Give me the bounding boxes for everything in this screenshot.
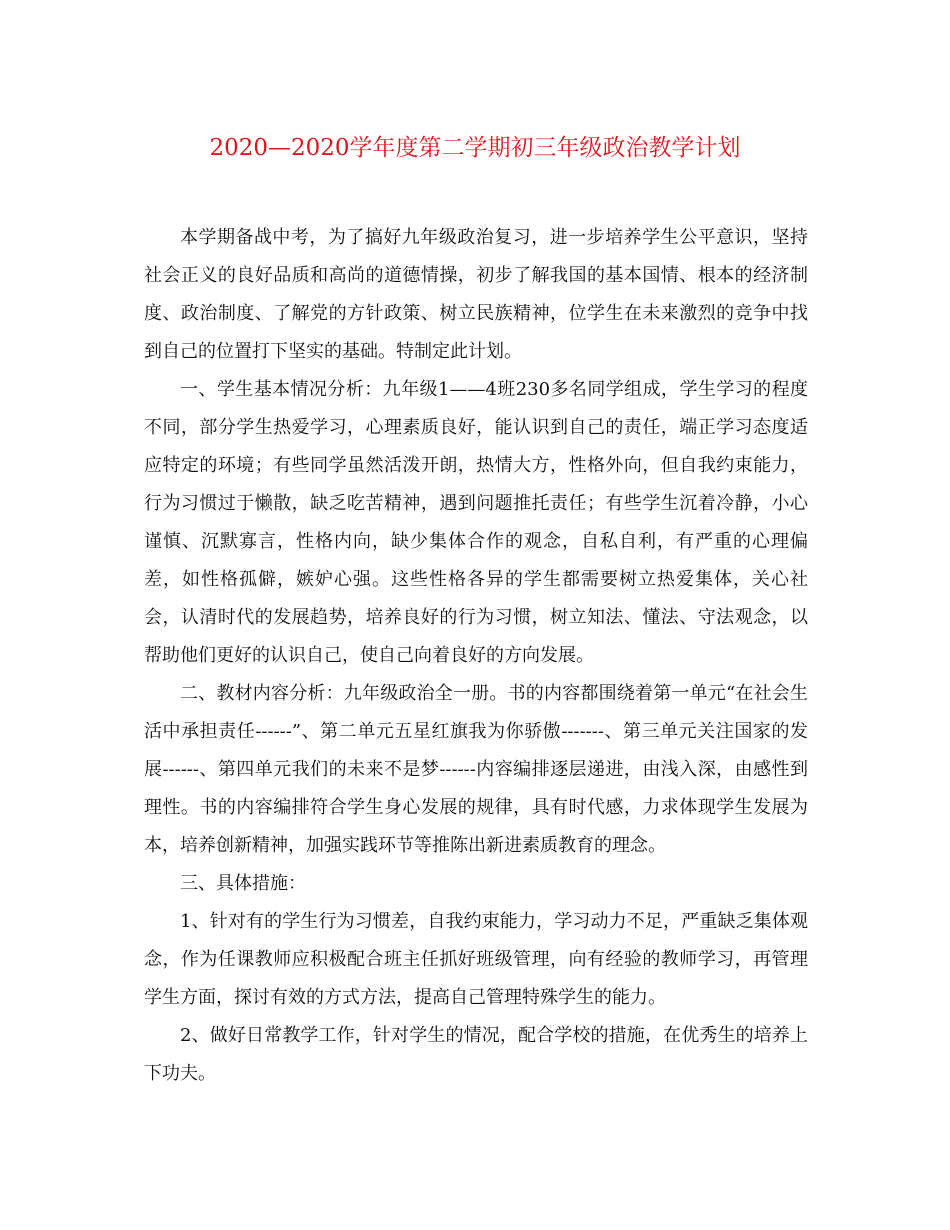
document-title: 2020—2020学年度第二学期初三年级政治教学计划 [209, 135, 741, 161]
paragraph-textbook-analysis: 二、教材内容分析：九年级政治全一册。书的内容都围绕着第一单元“在社会生活中承担责任------”、第二单元五星红旗我为你骄傲-------、第三单元关注国家的发展------、第四单元我们的未来不是梦------内容编排逐层递进，由浅入深，由感性到理性。书的内容编排符合学生身心发展的规律，具有时代感，力求体现学生发展为本，培养创新精神，加强实践环节等推陈出新进素质教育的理念。 [144, 683, 808, 856]
paragraph-intro: 本学期备战中考，为了搞好九年级政治复习，进一步培养学生公平意识，坚持社会正义的良好品质和高尚的道德情操，初步了解我国的基本国情、根本的经济制度、政治制度、了解党的方针政策、树立民族精神，位学生在未来激烈的竞争中找到自己的位置打下坚实的基础。特制定此计划。 [144, 227, 808, 362]
paragraph-student-analysis: 一、学生基本情况分析：九年级1——4班230多名同学组成，学生学习的程度不同，部分学生热爱学习，心理素质良好，能认识到自己的责任，端正学习态度适应特定的环境；有些同学虽然活泼开朗，热情大方，性格外向，但自我约束能力，行为习惯过于懒散，缺乏吃苦精神，遇到问题推托责任；有些学生沉着冷静，小心谨慎、沉默寡言，性格内向，缺少集体合作的观念，自私自利，有严重的心理偏差，如性格孤僻，嫉妒心强。这些性格各异的学生都需要树立热爱集体，关心社会，认清时代的发展趋势，培养良好的行为习惯，树立知法、懂法、守法观念，以帮助他们更好的认识自己，使自己向着良好的方向发展。 [144, 379, 808, 666]
paragraph-measure-1: 1、针对有的学生行为习惯差，自我约束能力，学习动力不足，严重缺乏集体观念，作为任课教师应积极配合班主任抓好班级管理，向有经验的教师学习，再管理学生方面，探讨有效的方式方法，提高自己管理特殊学生的能力。 [144, 911, 808, 1008]
paragraph-measure-2: 2、做好日常教学工作，针对学生的情况，配合学校的措施，在优秀生的培养上下功夫。 [144, 1025, 808, 1084]
paragraph-measures-heading: 三、具体措施： [180, 873, 306, 894]
document-body [144, 219, 808, 1093]
